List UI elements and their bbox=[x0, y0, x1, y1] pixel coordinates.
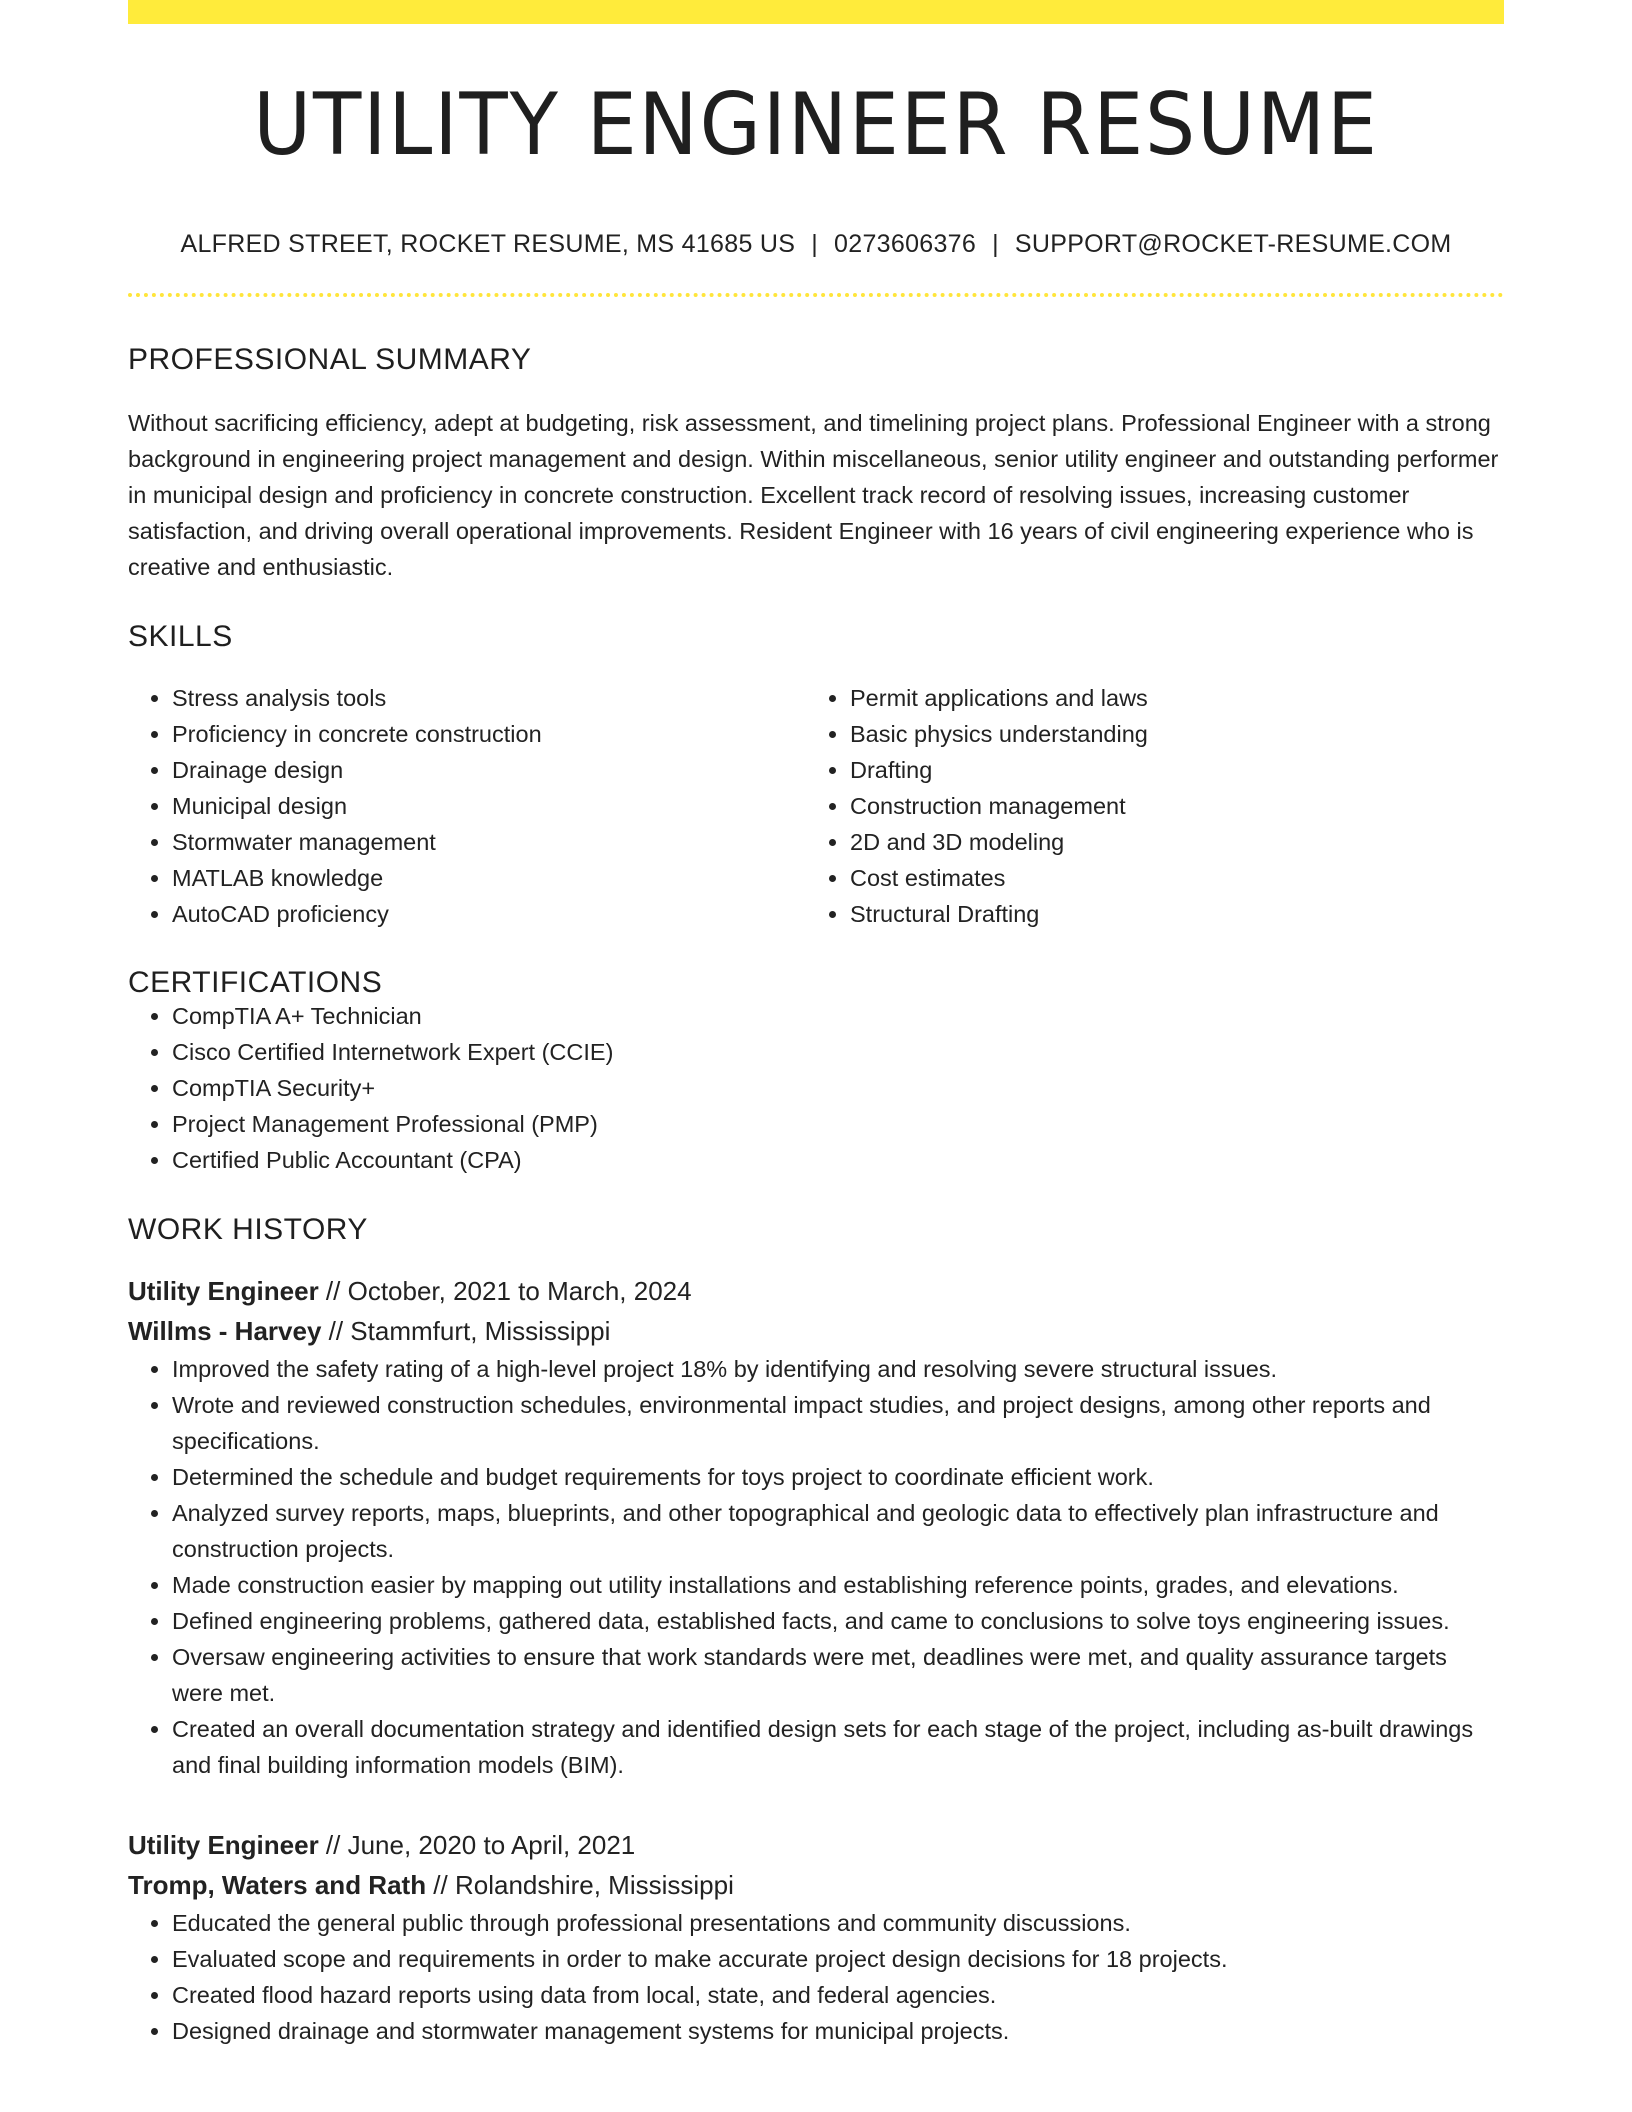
job-title: Utility Engineer bbox=[128, 1830, 319, 1860]
accent-top-bar bbox=[128, 0, 1504, 24]
job-title: Utility Engineer bbox=[128, 1276, 319, 1306]
skills-list-right bbox=[806, 680, 1484, 932]
skills-list-left bbox=[128, 680, 806, 932]
skill-item: • Basic physics understanding bbox=[850, 716, 1484, 752]
contact-separator: | bbox=[992, 230, 999, 258]
job-bullets bbox=[128, 1905, 1504, 2049]
certification-item: • Certified Public Accountant (CPA) bbox=[172, 1142, 1504, 1178]
skill-item: • 2D and 3D modeling bbox=[850, 824, 1484, 860]
job-bullet: • Wrote and reviewed construction schedules, environmental impact studies, and project designs, among other reports and specifications. bbox=[172, 1387, 1504, 1459]
job-title-line bbox=[128, 1825, 1504, 1865]
resume-page bbox=[128, 0, 1504, 2049]
job-title-line bbox=[128, 1271, 1504, 1311]
job-bullet: • Analyzed survey reports, maps, blueprints, and other topographical and geologic data to effectively plan infrastructure and construction projects. bbox=[172, 1495, 1504, 1567]
job-bullet: • Improved the safety rating of a high-level project 18% by identifying and resolving severe structural issues. bbox=[172, 1351, 1504, 1387]
summary-heading: PROFESSIONAL SUMMARY bbox=[128, 343, 532, 376]
job-bullets bbox=[128, 1351, 1504, 1783]
job-dates: // June, 2020 to April, 2021 bbox=[318, 1830, 636, 1860]
skill-item: • Permit applications and laws bbox=[850, 680, 1484, 716]
job-bullet: • Created flood hazard reports using data from local, state, and federal agencies. bbox=[172, 1977, 1504, 2013]
work-history-heading: WORK HISTORY bbox=[128, 1213, 368, 1246]
skill-item: • Cost estimates bbox=[850, 860, 1484, 896]
skill-item: • Drafting bbox=[850, 752, 1484, 788]
summary-text: Without sacrificing efficiency, adept at budgeting, risk assessment, and timelining project plans. Professional Engineer with a strong background in engineering project management and design. Within miscellaneous, senior utility engineer and outstanding performer in municipal design and proficiency in concrete construction. Excellent track record of resolving issues, increasing customer satisfaction, and driving overall operational improvements. Resident Engineer with 16 years of civil engineering experience who is creative and enthusiastic. bbox=[128, 410, 1499, 580]
job-company: Willms - Harvey bbox=[128, 1316, 322, 1346]
job-bullet: • Made construction easier by mapping out utility installations and establishing reference points, grades, and elevations. bbox=[172, 1567, 1504, 1603]
skill-item: • Municipal design bbox=[172, 788, 806, 824]
job-bullet: • Oversaw engineering activities to ensure that work standards were met, deadlines were met, and quality assurance targets were met. bbox=[172, 1639, 1504, 1711]
skill-item: • Construction management bbox=[850, 788, 1484, 824]
certification-item: • Cisco Certified Internetwork Expert (CCIE) bbox=[172, 1034, 1504, 1070]
job-company-line bbox=[128, 1865, 1504, 1905]
job-location: // Rolandshire, Mississippi bbox=[426, 1870, 734, 1900]
job-bullet: • Determined the schedule and budget requirements for toys project to coordinate efficient work. bbox=[172, 1459, 1504, 1495]
contact-phone[interactable]: 0273606376 bbox=[834, 230, 977, 258]
work-history-section bbox=[128, 1215, 1504, 2049]
certifications-section bbox=[128, 968, 1504, 1178]
job-bullet: • Defined engineering problems, gathered data, established facts, and came to conclusions to solve toys engineering issues. bbox=[172, 1603, 1504, 1639]
summary-section bbox=[128, 345, 1504, 585]
contact-line bbox=[128, 230, 1504, 259]
contact-email[interactable]: SUPPORT@ROCKET-RESUME.COM bbox=[1014, 230, 1452, 258]
certifications-list bbox=[128, 998, 1504, 1178]
job-company-line bbox=[128, 1311, 1504, 1351]
contact-separator: | bbox=[811, 230, 819, 258]
job-bullet: • Created an overall documentation strategy and identified design sets for each stage of the project, including as-built drawings and final building information models (BIM). bbox=[172, 1711, 1504, 1783]
job-bullet: • Educated the general public through professional presentations and community discussions. bbox=[172, 1905, 1504, 1941]
skills-heading: SKILLS bbox=[128, 620, 233, 653]
job-entry bbox=[128, 1271, 1504, 1783]
certifications-heading: CERTIFICATIONS bbox=[128, 966, 383, 999]
resume-title: UTILITY ENGINEER RESUME bbox=[253, 75, 1379, 175]
job-bullet: • Designed drainage and stormwater management systems for municipal projects. bbox=[172, 2013, 1504, 2049]
skill-item: • Stress analysis tools bbox=[172, 680, 806, 716]
skills-column-right bbox=[806, 680, 1484, 932]
job-bullet: • Evaluated scope and requirements in order to make accurate project design decisions for 18 projects. bbox=[172, 1941, 1504, 1977]
skills-column-left bbox=[128, 680, 806, 932]
skill-item: • MATLAB knowledge bbox=[172, 860, 806, 896]
certification-item: • CompTIA A+ Technician bbox=[172, 998, 1504, 1034]
job-company: Tromp, Waters and Rath bbox=[128, 1870, 427, 1900]
skill-item: • Structural Drafting bbox=[850, 896, 1484, 932]
dotted-divider bbox=[128, 293, 1504, 297]
contact-address: ALFRED STREET, ROCKET RESUME, MS 41685 US bbox=[180, 230, 796, 258]
job-location: // Stammfurt, Mississippi bbox=[321, 1316, 611, 1346]
job-dates: // October, 2021 to March, 2024 bbox=[318, 1276, 692, 1306]
skills-columns bbox=[128, 680, 1504, 932]
skill-item: • Drainage design bbox=[172, 752, 806, 788]
skill-item: • Stormwater management bbox=[172, 824, 806, 860]
certification-item: • CompTIA Security+ bbox=[172, 1070, 1504, 1106]
job-entry bbox=[128, 1825, 1504, 2049]
skill-item: • AutoCAD proficiency bbox=[172, 896, 806, 932]
skills-section bbox=[128, 622, 1504, 932]
skill-item: • Proficiency in concrete construction bbox=[172, 716, 806, 752]
certification-item: • Project Management Professional (PMP) bbox=[172, 1106, 1504, 1142]
